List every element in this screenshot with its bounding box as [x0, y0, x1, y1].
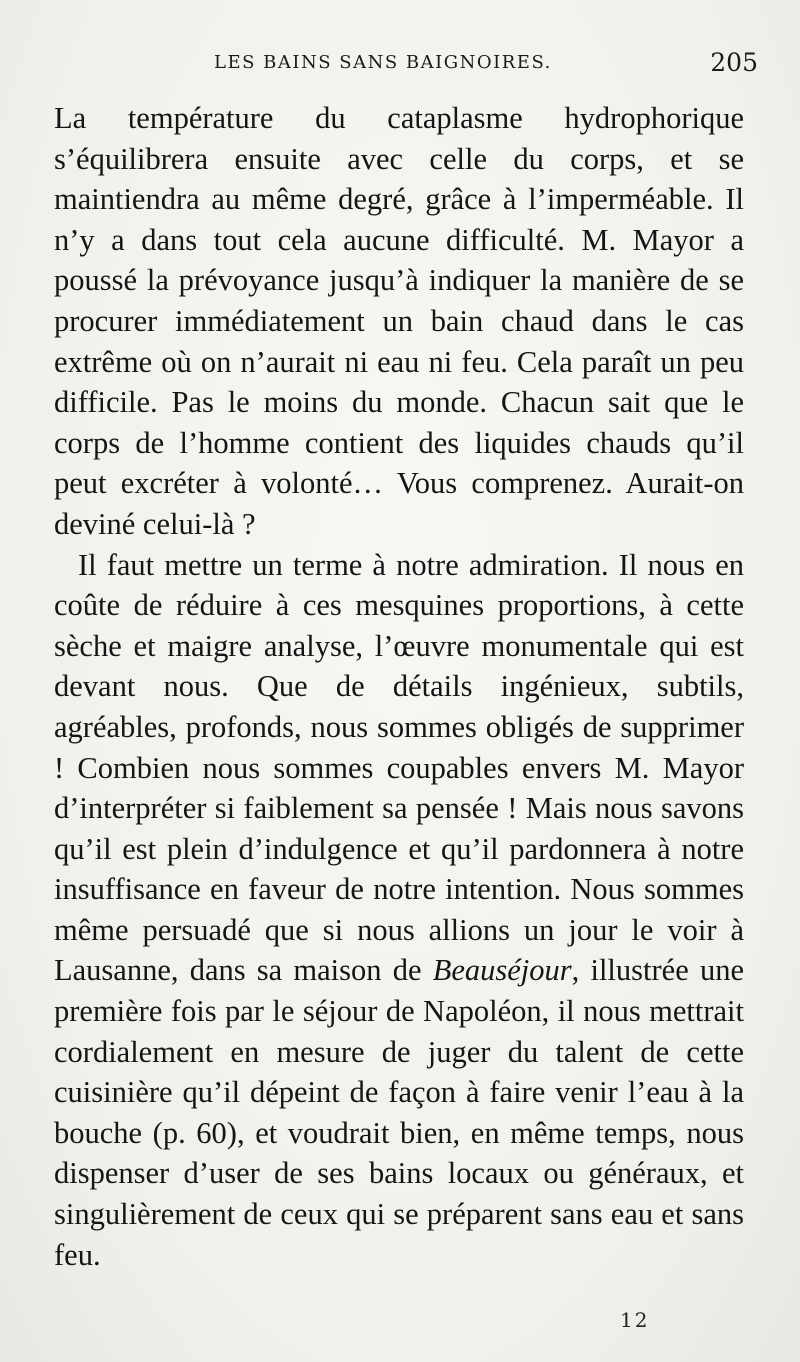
- paragraph-2-italic-name: Beauséjour: [432, 953, 572, 988]
- body-text: [54, 98, 744, 1275]
- paragraph-1: [54, 98, 744, 545]
- page-number: 205: [710, 48, 758, 77]
- paragraph-2-text-end: , illustrée une première fois par le séjour de Napoléon, il nous mettrait cordialement en mesure de juger du talent de cette cuisinière qu’il dépeint de façon à faire venir l’eau à la bouche (p. 60), et voudrait bien, en même temps, nous dispenser d’user de ses bains locaux ou généraux, et singulièrement de ceux qui se préparent sans eau et sans feu.: [54, 953, 744, 1272]
- signature-mark: 12: [620, 1308, 650, 1332]
- running-title: LES BAINS SANS BAIGNOIRES.: [214, 52, 552, 73]
- paragraph-1-text: La température du cataplasme hydrophorique s’équilibrera ensuite avec celle du corps, et se maintiendra au même degré, grâce à l’imperméable. Il n’y a dans tout cela aucune difficulté. M. Mayor a poussé la prévoyance jusqu’à indiquer la manière de se procurer immédiatement un bain chaud dans le cas extrême où on n’aurait ni eau ni feu. Cela paraît un peu difficile. Pas le moins du monde. Chacun sait que le corps de l’homme contient des liquides chauds qu’il peut excréter à volonté… Vous comprenez. Aurait-on deviné celui-là ?: [54, 101, 744, 541]
- paragraph-2-text-start: Il faut mettre un terme à notre admiration. Il nous en coûte de réduire à ces mesquines proportions, à cette sèche et maigre analyse, l’œuvre monumentale qui est devant nous. Que de détails ingénieux, subtils, agréables, profonds, nous sommes obligés de supprimer ! Combien nous sommes coupables envers M. Mayor d’interpréter si faiblement sa pensée ! Mais nous savons qu’il est plein d’indulgence et qu’il pardonnera à notre insuffisance en faveur de notre intention. Nous sommes même persuadé que si nous allions un jour le voir à Lausanne, dans sa maison de: [54, 547, 744, 988]
- page-header: [54, 48, 760, 88]
- paragraph-2: [54, 545, 744, 1276]
